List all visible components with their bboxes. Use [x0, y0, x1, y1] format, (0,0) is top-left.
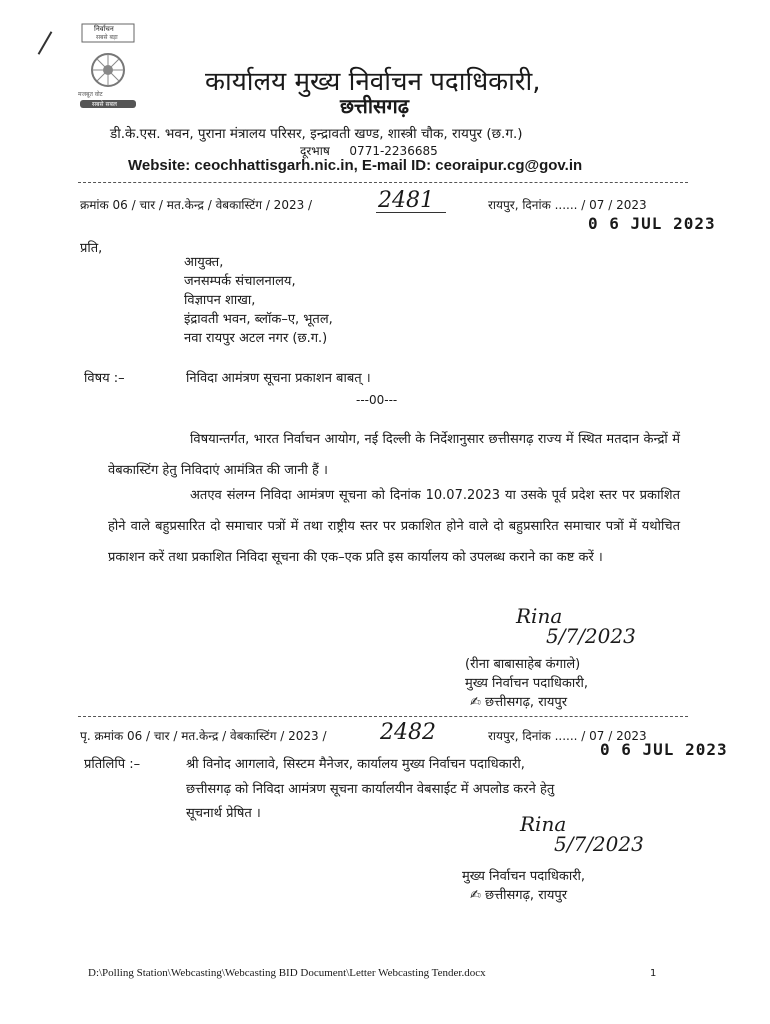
copy-signatory-location-text: छत्तीसगढ़, रायपुर — [485, 888, 568, 903]
recipient-line-2: जनसम्पर्क संचालनालय, — [184, 274, 296, 289]
signatory-location — [470, 692, 567, 710]
corner-pen-mark — [38, 31, 53, 55]
signature-1-handwritten: Rina — [516, 604, 563, 628]
phone-number: 0771-2236685 — [349, 144, 438, 158]
signature-2-handwritten: Rina — [520, 812, 567, 836]
paragraph-2-text: अतएव संलग्न निविदा आमंत्रण सूचना को दिनांक 10.07.2023 या उसके पूर्व प्रदेश स्तर पर प्रकाशित होने वाले बहुप्रसारित दो समाचार पत्रों में तथा राष्ट्रीय स्तर पर प्रकाशित होने वाले दो बहुप्रसारित समाचार पत्रों में यथोचित प्रकाशन करें तथा प्रकाशित निविदा सूचना की एक–एक प्रति इस कार्यालय को उपलब्ध कराने का कष्ट करें । — [108, 488, 680, 565]
cec-emblem-logo — [72, 22, 144, 110]
signatory-location-text: छत्तीसगढ़, रायपुर — [485, 695, 568, 710]
recipient-line-4: इंद्रावती भवन, ब्लॉक–ए, भूतल, — [184, 312, 333, 327]
copy-ref-handwritten: 2482 — [380, 720, 436, 745]
letter-ref-handwritten: 2481 — [378, 188, 434, 213]
letter-place-date: रायपुर, दिनांक ...... / 07 / 2023 — [488, 198, 647, 212]
office-website-email: Website: ceochhattisgarh.nic.in, E-mail ID: ceoraipur.cg@gov.in — [128, 157, 583, 174]
copy-initial-mark: ✍ — [470, 888, 481, 903]
ref-underline — [376, 212, 446, 213]
copy-divider — [78, 716, 688, 717]
signatory-designation: मुख्य निर्वाचन पदाधिकारी, — [465, 676, 589, 691]
separator-mark: ---00--- — [356, 393, 398, 407]
body-paragraph-2 — [108, 480, 680, 573]
to-label: प्रति, — [80, 241, 103, 256]
recipient-line-1: आयुक्त, — [184, 255, 224, 270]
header-divider — [78, 182, 688, 183]
emblem-caption-2: सबसे बड़ा — [96, 34, 118, 41]
copy-text-line-3: सूचनार्थ प्रेषित । — [186, 806, 261, 821]
office-title: कार्यालय मुख्य निर्वाचन पदाधिकारी, — [205, 67, 541, 97]
emblem-caption-1: निर्वाचन — [94, 25, 114, 33]
copy-signatory-location — [470, 885, 567, 903]
letter-ref-number: क्रमांक 06 / चार / मत.केन्द्र / वेबकास्टिंग / 2023 / — [80, 198, 313, 212]
document-file-path: D:\Polling Station\Webcasting\Webcasting BID Document\Letter Webcasting Tender.docx — [88, 967, 486, 979]
paragraph-1-text: विषयान्तर्गत, भारत निर्वाचन आयोग, नई दिल्ली के निर्देशानुसार छत्तीसगढ़ राज्य में स्थित मतदान केन्द्रों में वेबकास्टिंग हेतु निविदाएं आमंत्रित की जानी हैं । — [108, 432, 680, 478]
subject-label: विषय :– — [84, 371, 125, 386]
signatory-name: (रीना बाबासाहेब कंगाले) — [465, 657, 581, 672]
copy-label: प्रतिलिपि :– — [84, 757, 141, 772]
copy-signatory-designation: मुख्य निर्वाचन पदाधिकारी, — [462, 869, 586, 884]
copy-date-stamp: 0 6 JUL 2023 — [600, 740, 728, 759]
emblem-caption-3: मजबूत वोट — [78, 91, 103, 98]
signature-2-date: 5/7/2023 — [554, 832, 644, 856]
body-paragraph-1 — [108, 424, 680, 486]
office-address: डी.के.एस. भवन, पुराना मंत्रालय परिसर, इन्द्रावती खण्ड, शास्त्री चौक, रायपुर (छ.ग.) — [110, 126, 523, 142]
copy-place-date: रायपुर, दिनांक ...... / 07 / 2023 — [488, 729, 647, 743]
recipient-line-3: विज्ञापन शाखा, — [184, 293, 256, 308]
signature-1-date: 5/7/2023 — [546, 624, 636, 648]
recipient-line-5: नवा रायपुर अटल नगर (छ.ग.) — [184, 331, 328, 346]
phone-label: दूरभाष — [300, 144, 330, 158]
initial-mark: ✍ — [470, 695, 481, 710]
copy-text-line-1: श्री विनोद आगलावे, सिस्टम मैनेजर, कार्यालय मुख्य निर्वाचन पदाधिकारी, — [186, 757, 525, 772]
office-state: छत्तीसगढ़ — [340, 94, 410, 118]
copy-text-line-2: छत्तीसगढ़ को निविदा आमंत्रण सूचना कार्यालयीन वेबसाईट में अपलोड करने हेतु — [186, 782, 555, 797]
letter-date-stamp: 0 6 JUL 2023 — [588, 214, 716, 233]
emblem-caption-4: सबसे सबल — [92, 101, 117, 108]
page-number: 1 — [650, 968, 657, 979]
copy-ref-number: पृ. क्रमांक 06 / चार / मत.केन्द्र / वेबकास्टिंग / 2023 / — [80, 729, 327, 743]
subject-text: निविदा आमंत्रण सूचना प्रकाशन बाबत् । — [186, 371, 371, 386]
